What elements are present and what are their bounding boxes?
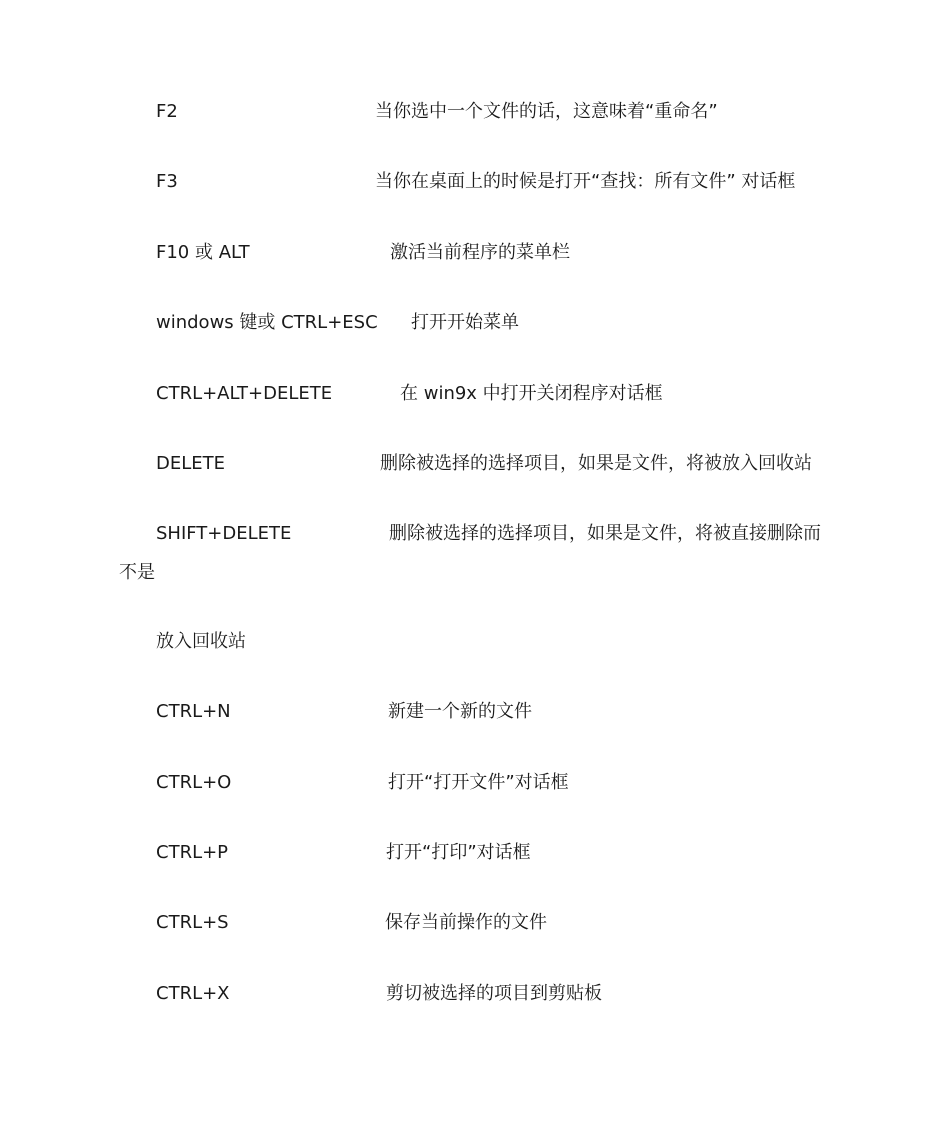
shortcut-description: 保存当前操作的文件 [385, 912, 547, 933]
shortcut-description: 删除被选择的选择项目，如果是文件，将被直接删除而 [389, 523, 821, 544]
shortcut-key: DELETE [156, 453, 226, 474]
shortcut-description: 打开“打印”对话框 [386, 842, 531, 863]
shortcut-key: SHIFT+DELETE [156, 523, 292, 544]
shortcut-key: CTRL+S [156, 912, 229, 933]
shortcut-key: CTRL+ALT+DELETE [156, 383, 333, 404]
shortcut-description: 剪切被选择的项目到剪贴板 [386, 983, 602, 1004]
shortcut-description-wrap: 不是 [119, 562, 155, 583]
shortcut-key: F10 或 ALT [156, 242, 250, 263]
shortcut-key: F2 [156, 101, 178, 122]
shortcut-description: 打开“打开文件”对话框 [388, 772, 569, 793]
shortcut-description: 删除被选择的选择项目，如果是文件，将被放入回收站 [380, 453, 812, 474]
shortcut-description: 当你选中一个文件的话，这意味着“重命名” [375, 101, 718, 122]
shortcut-key: F3 [156, 171, 178, 192]
shortcut-description: 打开开始菜单 [411, 312, 519, 333]
shortcut-key: CTRL+P [156, 842, 229, 863]
shortcut-description: 新建一个新的文件 [388, 701, 532, 722]
shortcut-key: CTRL+X [156, 983, 230, 1004]
shortcut-key: CTRL+O [156, 772, 232, 793]
shortcut-description: 在 win9x 中打开关闭程序对话框 [400, 383, 663, 404]
shortcut-key: CTRL+N [156, 701, 231, 722]
shortcut-description: 当你在桌面上的时候是打开“查找：所有文件” 对话框 [375, 171, 796, 192]
shortcut-description-continuation: 放入回收站 [156, 631, 246, 652]
shortcut-description: 激活当前程序的菜单栏 [390, 242, 570, 263]
shortcut-key: windows 键或 CTRL+ESC [156, 312, 378, 333]
